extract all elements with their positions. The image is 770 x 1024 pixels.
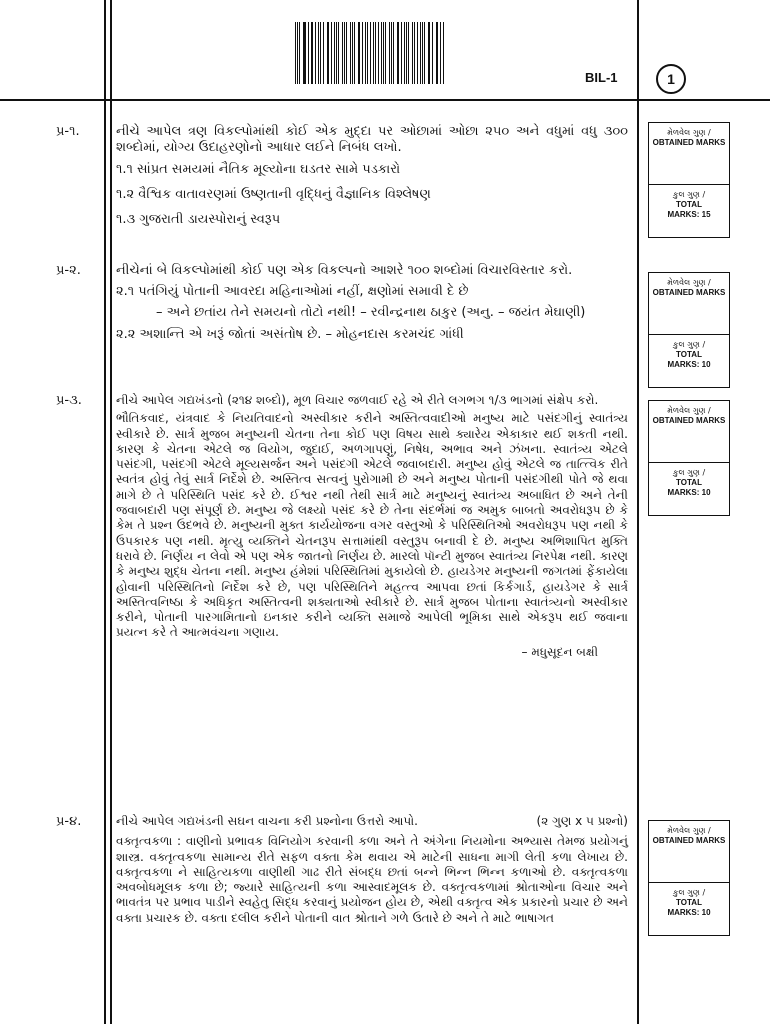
left-margin-line-inner [110,0,112,1024]
comprehension-passage: વક્તૃત્વકળા : વાણીનો પ્રભાવક વિનિયોગ કરવાની કળા અને તે અંગેના નિયમોના અભ્યાસ તેમજ પ્રયોગનું શાસ્ત્ર. વક્તૃત્વકળા સામાન્ય રીતે સફળ વક્તા કેમ થવાય એ માટેની સાધના માગી લેતી કળા લેખાય છે. વક્તૃત્વકળા ને સાહિત્યકળા વાણીથી ગાઢ રીતે સંબદ્ધ છતાં બન્ને ભિન્ન ભિન્ન કળાઓ છે. વક્તૃત્વકળા અવબોધમૂલક કળા છે; જ્યારે સાહિત્યની કળા આસ્વાદમૂલક છે. વક્તૃત્વકળામાં શ્રોતાઓના વિચાર અને ભાવતંત્ર પર પ્રભાવ પાડીને સ્વહેતુ સિદ્ધ કરવાનું પ્રયોજન હોય છે, એથી વક્તૃત્વ એક પ્રકારનો પ્રચાર છે અને વક્તા પ્રચારક છે. વક્તા દલીલ કરીને પોતાની વાત શ્રોતાને ગળે ઉતારે છે અને તે માટે ભાષાગત [116,834,628,925]
barcode-bar [365,22,366,84]
expansion-option: ૨.૨ અશાન્તિ એ ખરૂં જોતાં અસંતોષ છે. – મોહનદાસ કરમચંદ ગાંધી [116,327,464,342]
obtained-marks-cell[interactable] [649,123,729,185]
barcode-bar [401,22,402,84]
barcode-bar [432,22,433,84]
barcode-bar [338,22,339,84]
question-1 [116,124,628,228]
total-marks-cell [649,185,729,237]
header-rule [0,99,770,101]
total-label-gu: કુલ ગુણ / [672,888,706,897]
essay-option: ૧.૧ સાંપ્રત સમયમાં નૈતિક મૂલ્યોના ઘડતર સામે પડકારો [116,162,401,177]
question-number: પ્ર-૧. [56,124,80,139]
passage-author: – મધુસૂદન બક્ષી [521,644,598,659]
question-header [116,814,628,829]
essay-option: ૧.૨ વૈશ્વિક વાતાવરણમાં ઉષ્ણતાની વૃદ્ધિનું વૈજ્ઞાનિક વિશ્લેષણ [116,187,431,202]
obtained-label-gu: મેળવેલ ગુણ / [667,278,711,287]
obtained-label-en: OBTAINED MARKS [652,138,726,147]
obtained-label-gu: મેળવેલ ગુણ / [667,406,711,415]
barcode-bar [381,22,382,84]
obtained-label-en: OBTAINED MARKS [652,836,726,845]
total-marks-value: MARKS: 10 [667,908,711,917]
total-label-en: TOTAL [676,898,702,907]
barcode-bar [315,22,316,84]
question-number: પ્ર-૪. [56,814,82,829]
barcode-bar [318,22,319,84]
barcode-bar [375,22,376,84]
obtained-label-gu: મેળવેલ ગુણ / [667,826,711,835]
total-label-en: TOTAL [676,478,702,487]
right-margin-line [637,0,639,1024]
marks-box [648,820,730,936]
barcode-bar [331,22,332,84]
total-label-en: TOTAL [676,200,702,209]
barcode-bar [304,22,305,84]
marks-box [648,400,730,516]
paper-code: BIL-1 [585,70,618,85]
expansion-option: ૨.૧ પતંગિયું પોતાની આવરદા મહિનાઓમાં નહીં, ક્ષણોમાં સમાવી દે છે [116,284,469,299]
obtained-marks-cell[interactable] [649,401,729,463]
question-number: પ્ર-૨. [56,263,81,278]
total-marks-cell [649,883,729,935]
total-marks-cell [649,335,729,387]
total-marks-cell [649,463,729,515]
total-label-en: TOTAL [676,350,702,359]
barcode-bar [367,22,368,84]
obtained-label-gu: મેળવેલ ગુણ / [667,128,711,137]
total-marks-value: MARKS: 10 [667,360,711,369]
barcode-bar [323,22,324,84]
page-number: 1 [656,64,686,94]
question-instruction: નીચે આપેલ ત્રણ વિકલ્પોમાંથી કોઈ એક મુદ્દા પર ઓછામાં ઓછા ૨૫૦ અને વધુમાં વધુ ૩૦૦ શબ્દોમાં, યોગ્ય ઉદાહરણોનો આધાર લઈને નિબંધ લખો. [116,124,628,155]
obtained-label-en: OBTAINED MARKS [652,416,726,425]
total-marks-value: MARKS: 10 [667,488,711,497]
question-number: પ્ર-૩. [56,393,82,408]
barcode-bar [354,22,355,84]
barcode-bar [393,22,394,84]
barcode-bar [440,22,441,84]
question-3 [116,393,628,660]
barcode-bar [346,22,347,84]
barcode-bar [303,22,304,84]
barcode [295,22,445,84]
question-instruction: નીચે આપેલ ગદ્યખંડનો (૨૧૪ શબ્દો), મૂળ વિચાર જળવાઈ રહે એ રીતે લગભગ ૧/૩ ભાગમાં સંક્ષેપ કરો. [116,393,599,407]
barcode-bar [295,22,296,84]
total-label-gu: કુલ ગુણ / [672,468,706,477]
marks-note: (૨ ગુણ x ૫ પ્રશ્નો) [536,814,628,828]
left-margin-line [104,0,106,1024]
expansion-option-continued: – અને છતાંય તેને સમયનો તોટો નથી! – રવીન્દ્રનાથ ઠાકુર (અનુ. – જયંત મેઘાણી) [156,305,586,320]
essay-option: ૧.૩ ગુજરાતી ડાયસ્પોરાનું સ્વરૂપ [116,212,281,227]
barcode-bar [408,22,409,84]
barcode-bar [412,22,413,84]
barcode-bar [389,22,390,84]
barcode-bar [420,22,421,84]
question-instruction: નીચેનાં બે વિકલ્પોમાંથી કોઈ પણ એક વિકલ્પનો આશરે ૧૦૦ શબ્દોમાં વિચારવિસ્તાર કરો. [116,263,573,278]
total-label-gu: કુલ ગુણ / [672,340,706,349]
obtained-label-en: OBTAINED MARKS [652,288,726,297]
marks-box [648,272,730,388]
obtained-marks-cell[interactable] [649,821,729,883]
question-2 [116,263,628,343]
marks-box [648,122,730,238]
obtained-marks-cell[interactable] [649,273,729,335]
summary-passage: ભૌતિકવાદ, યંત્રવાદ કે નિયતિવાદનો અસ્વીકાર કરીને અસ્તિત્વવાદીઓ મનુષ્ય માટે પસંદગીનું સ્વાતંત્ર્ય સ્વીકારે છે. સાર્ત્ર મુજબ મનુષ્યની ચેતના તેના કોઈ પણ વિષય સાથે ક્યારેય એકાકાર થઈ શકતી નથી. કારણ કે ચેતના એટલે જ વિયોગ, જુદાઈ, અળગાપણું, નિષેધ, અભાવ અને ઝંખના. સ્વાતંત્ર્ય એટલે પસંદગી, પસંદગી એટલે મૂલ્યસર્જન અને પસંદગી એટલે જવાબદારી. મનુષ્ય હોવું એટલે જ તાત્ત્વિક રીતે સ્વતંત્ર હોવું તેવું સાર્ત્ર નિર્દેશે છે. અસ્તિત્વ સત્વનું પુરોગામી છે અને મનુષ્ય પોતાની પસંદગીથી પોતે જે થવા માગે છે તે પરિસ્થિતિ પસંદ કરે છે. ઈશ્વર નથી તેથી સાર્ત્ર માટે મનુષ્યનું સ્વાતંત્ર્ય અબાધિત છે અને તેની જવાબદારી પણ સંપૂર્ણ છે. મનુષ્ય જે લક્ષ્યો પસંદ કરે છે તેના સંદર્ભમાં જ અમુક બાબતો અવરોધરૂપ છે કે કેમ તે પ્રશ્ન ઉદભવે છે. મનુષ્યની મુક્ત કાર્યયોજના વગર વસ્તુઓ કે પરિસ્થિતિઓ અવરોધરૂપ પણ નથી કે ઉપકારક પણ નથી. મૃત્યુ વ્યક્તિને ચેતનરૂપ સત્તામાંથી વસ્તુરૂપ બનાવી દે છે. મનુષ્ય અભિશાપિત મુક્તિ ધરાવે છે. નિર્ણય ન લેવો એ પણ એક જાતનો નિર્ણય છે. મારલો પૉન્ટી મુજબ સ્વાતંત્ર્ય નિરપેક્ષ નથી. કારણ કે મનુષ્ય શુદ્ધ ચેતના નથી. મનુષ્ય હંમેશાં પરિસ્થિતિમાં મુકાયેલો છે. હાયડેગર મનુષ્યની જગતમાં ફેંકાયેલા હોવાની પરિસ્થિતિનો નિર્દેશ કરે છે, પણ પરિસ્થિતિને મહત્ત્વ આપવા છતાં કિર્કગાર્ડ, હાયડેગર કે સાર્ત્ર અસ્તિત્વનિષ્ઠા કે અધિકૃત અસ્તિત્વની શક્યતાઓ સ્વીકારે છે. સાર્ત્ર મુજબ પોતાના સ્વાતંત્ર્યનો અસ્વીકાર કરીને, પોતાની પારગામિતાનો ઇનકાર કરીને વ્યક્તિ સમાજે આપેલી ભૂમિકા સાથે એકરૂપ થઈ જવાના પ્રયત્ન કરે તે આત્મવંચના ગણાય. [116,411,628,640]
total-label-gu: કુલ ગુણ / [672,190,706,199]
question-instruction: નીચે આપેલ ગદ્યખંડની સઘન વાચના કરી પ્રશ્નોના ઉત્તરો આપો. [116,814,418,828]
barcode-bar [342,22,343,84]
barcode-bar [428,22,429,84]
question-4 [116,814,628,926]
total-marks-value: MARKS: 15 [667,210,711,219]
